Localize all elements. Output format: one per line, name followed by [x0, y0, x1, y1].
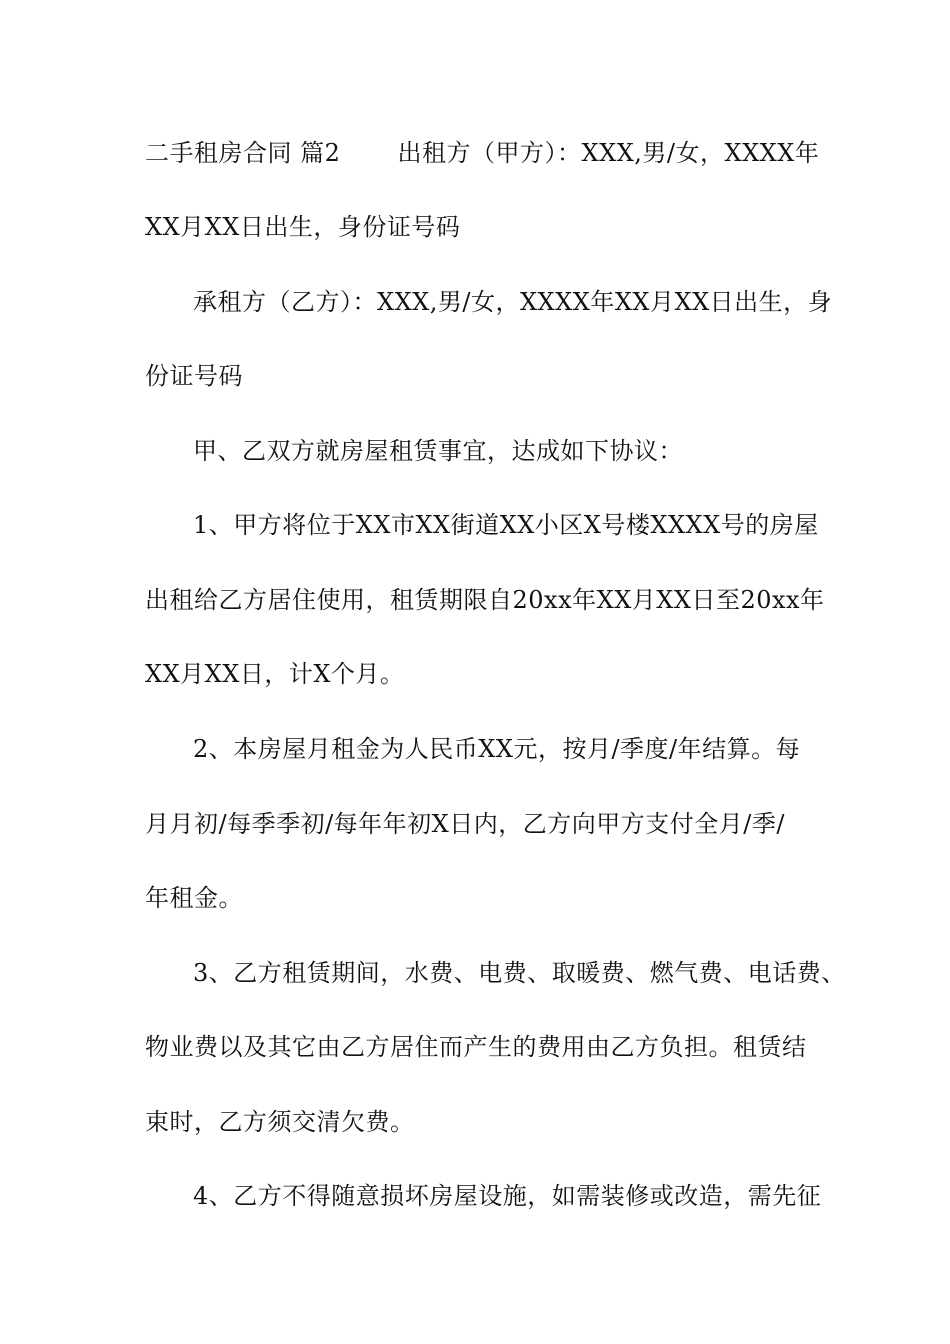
text-line-3: 承租方（乙方）：XXX,男/女，XXXX年XX月XX日出生，身 — [193, 288, 833, 316]
text-line-8: XX月XX日，计X个月。 — [145, 660, 405, 688]
text-line-15: 4、乙方不得随意损坏房屋设施，如需装修或改造，需先征 — [193, 1182, 822, 1210]
text-line-10: 月月初/每季季初/每年年初X日内，乙方向甲方支付全月/季/ — [145, 810, 785, 838]
text-line-13: 物业费以及其它由乙方居住而产生的费用由乙方负担。租赁结 — [145, 1033, 807, 1061]
text-line-5: 甲、乙双方就房屋租赁事宜，达成如下协议： — [193, 437, 683, 465]
text-line-11: 年租金。 — [145, 884, 243, 912]
text-line-9: 2、本房屋月租金为人民币XX元，按月/季度/年结算。每 — [193, 735, 801, 763]
text-line-1: 二手租房合同 篇2 出租方（甲方）：XXX,男/女，XXXX年 — [145, 139, 820, 167]
text-line-6: 1、甲方将位于XX市XX街道XX小区X号楼XXXX号的房屋 — [193, 511, 819, 539]
text-line-7: 出租给乙方居住使用，租赁期限自20xx年XX月XX日至20xx年 — [145, 586, 825, 614]
text-line-14: 束时，乙方须交清欠费。 — [145, 1108, 415, 1136]
text-line-4: 份证号码 — [145, 362, 243, 390]
text-line-12: 3、乙方租赁期间，水费、电费、取暖费、燃气费、电话费、 — [193, 959, 846, 987]
text-line-2: XX月XX日出生，身份证号码 — [145, 213, 461, 241]
